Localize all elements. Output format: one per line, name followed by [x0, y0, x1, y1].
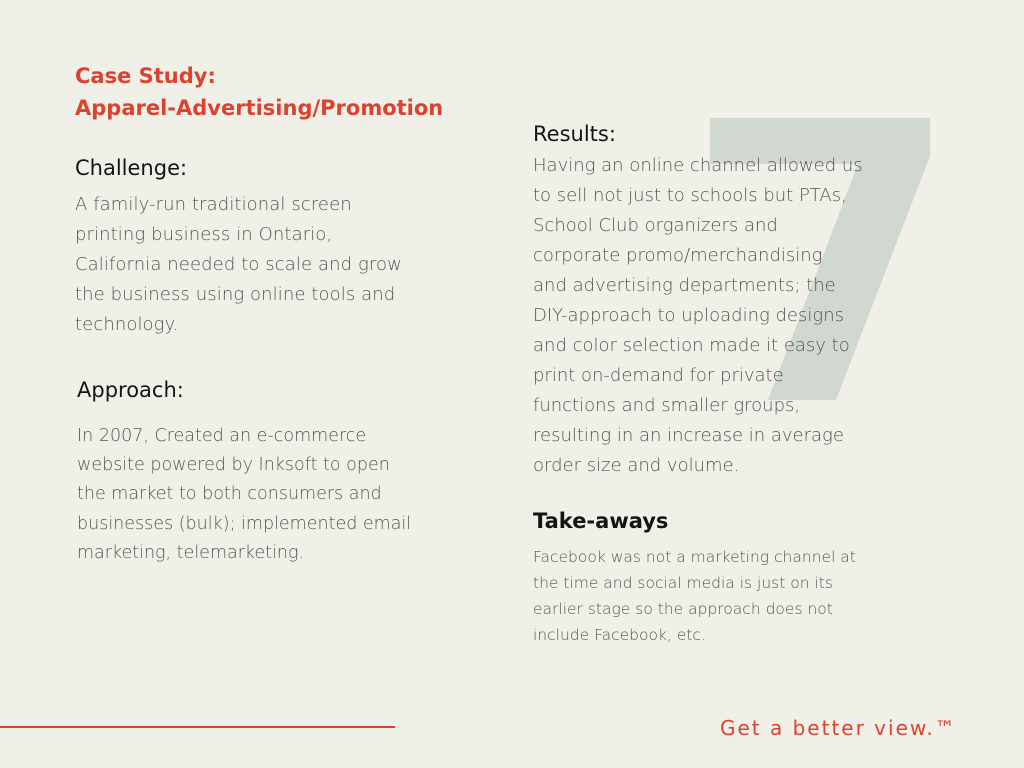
results-line: to sell not just to schools but PTAs,: [533, 185, 847, 206]
challenge-line: the business using online tools and: [75, 284, 396, 305]
challenge-line: California needed to scale and grow: [75, 254, 402, 275]
title-line-1: Case Study:: [75, 64, 216, 88]
challenge-text: [75, 190, 402, 340]
takeaways-line: include Facebook, etc.: [533, 626, 706, 644]
approach-heading: Approach:: [77, 378, 184, 402]
results-text: [533, 151, 863, 481]
challenge-line: printing business in Ontario,: [75, 224, 333, 245]
results-line: order size and volume.: [533, 455, 740, 476]
results-line: and advertising departments; the: [533, 275, 836, 296]
takeaways-line: Facebook was not a marketing channel at: [533, 548, 856, 566]
approach-line: marketing, telemarketing.: [77, 542, 305, 563]
results-heading: Results:: [533, 122, 616, 146]
results-line: print on-demand for private: [533, 365, 784, 386]
approach-line: businesses (bulk); implemented email: [77, 513, 412, 534]
footer-tagline: Get a better view.™: [720, 716, 957, 740]
results-line: School Club organizers and: [533, 215, 778, 236]
title-line-2: Apparel-Advertising/Promotion: [75, 96, 444, 120]
results-line: functions and smaller groups,: [533, 395, 801, 416]
page-title: [75, 60, 443, 124]
results-line: and color selection made it easy to: [533, 335, 850, 356]
footer-divider: [0, 726, 395, 728]
takeaways-text: [533, 544, 856, 648]
takeaways-line: the time and social media is just on its: [533, 574, 833, 592]
results-line: corporate promo/merchandising: [533, 245, 823, 266]
results-line: resulting in an increase in average: [533, 425, 844, 446]
challenge-line: A family-run traditional screen: [75, 194, 352, 215]
takeaways-heading: Take-aways: [533, 509, 669, 533]
challenge-line: technology.: [75, 314, 179, 335]
challenge-heading: Challenge:: [75, 156, 188, 180]
approach-line: the market to both consumers and: [77, 484, 382, 505]
approach-text: [77, 422, 411, 568]
results-line: DIY-approach to uploading designs: [533, 305, 844, 326]
takeaways-line: earlier stage so the approach does not: [533, 600, 833, 618]
results-line: Having an online channel allowed us: [533, 155, 863, 176]
approach-line: In 2007, Created an e-commerce: [77, 426, 367, 446]
approach-line: website powered by Inksoft to open: [77, 455, 390, 476]
